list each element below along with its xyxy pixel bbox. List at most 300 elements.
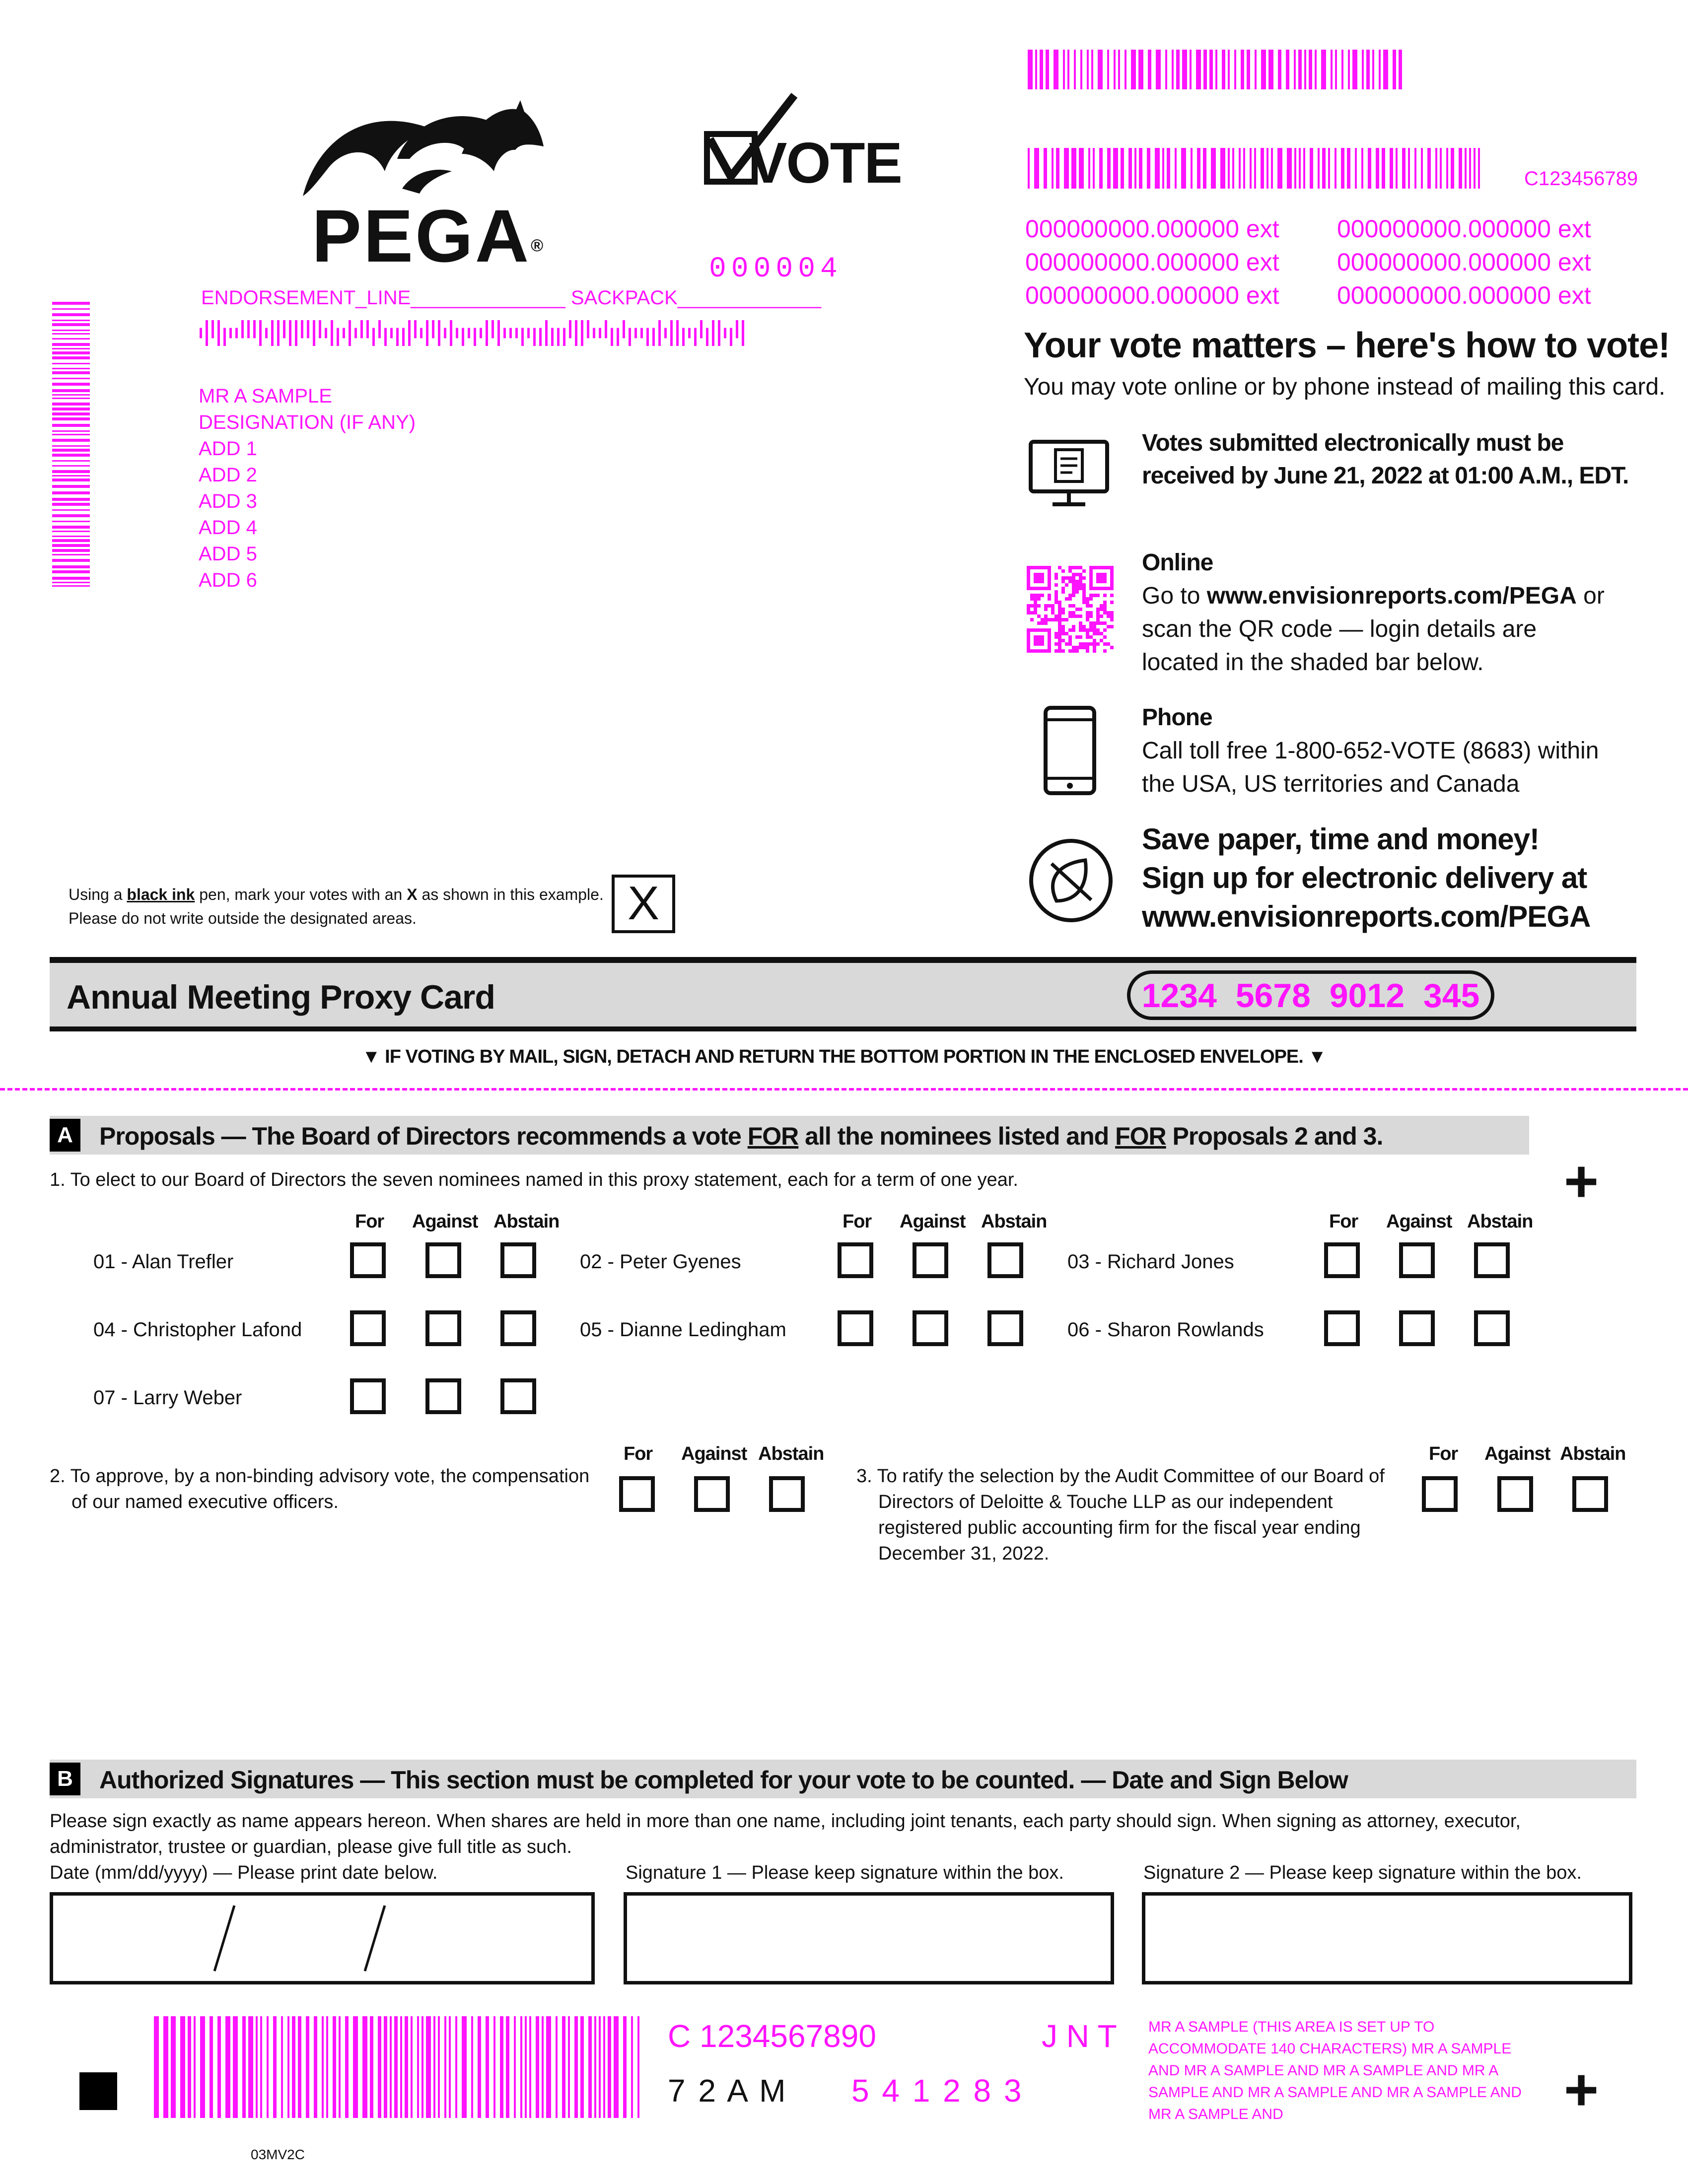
qr-module	[1072, 611, 1075, 614]
barcode-bar	[1034, 148, 1039, 189]
qr-module	[1079, 566, 1082, 569]
barcode-bar	[568, 2016, 570, 2118]
barcode-bar	[1318, 148, 1320, 189]
barcode-bar	[1299, 148, 1301, 189]
phone-line: Call toll free 1-800-652-VOTE (8683) within	[1142, 738, 1599, 764]
nominee-01-abstain-checkbox[interactable]	[500, 1242, 536, 1278]
qr-module	[1051, 608, 1055, 611]
qr-module	[1110, 580, 1114, 583]
barcode-bar	[1469, 148, 1471, 189]
barcode-bar	[433, 2016, 435, 2118]
barcode-bar	[542, 2016, 544, 2118]
barcode-bar	[1222, 50, 1225, 89]
barcode-bar	[471, 2016, 473, 2118]
barcode-bar	[514, 2016, 516, 2118]
qr-module	[1027, 639, 1030, 642]
qr-module	[1103, 649, 1107, 653]
col-header-abstain: Abstain	[1467, 1211, 1533, 1232]
qr-module	[1027, 587, 1030, 590]
section-a-for: FOR	[1115, 1122, 1166, 1150]
barcode-bar	[1446, 148, 1448, 189]
barcode-bar	[52, 544, 90, 547]
barcode-bar	[52, 330, 90, 331]
postal-bar	[331, 320, 333, 346]
qr-module	[1072, 594, 1075, 597]
qr-module	[1030, 618, 1034, 621]
ext-line: 000000000.000000 ext	[1337, 248, 1591, 276]
barcode-bar	[52, 582, 90, 583]
qr-module	[1058, 642, 1061, 646]
qr-module	[1034, 639, 1037, 642]
qr-module	[1027, 566, 1030, 569]
qr-module	[1027, 583, 1030, 587]
qr-module	[1041, 566, 1044, 569]
qr-module	[1110, 566, 1114, 569]
barcode-bar	[1215, 50, 1217, 89]
barcode-bar	[1088, 148, 1090, 189]
online-or: or	[1576, 583, 1605, 609]
signature-1-box[interactable]	[624, 1892, 1114, 1984]
qr-module	[1068, 604, 1072, 608]
qr-module	[1082, 587, 1086, 590]
qr-module	[1100, 604, 1103, 608]
computer-icon	[1027, 438, 1111, 510]
qr-module	[1034, 635, 1037, 639]
signature-2-box[interactable]	[1142, 1892, 1632, 1984]
qr-module	[1072, 625, 1075, 628]
qr-module	[1048, 580, 1051, 583]
qr-module	[1027, 608, 1030, 611]
barcode-bar	[417, 2016, 419, 2118]
postal-bar	[402, 328, 405, 346]
qr-module	[1082, 597, 1086, 601]
nominee-01-for-checkbox[interactable]	[350, 1242, 386, 1278]
postal-bar	[360, 320, 363, 338]
postal-bar	[259, 320, 262, 346]
qr-module	[1068, 576, 1072, 580]
nominee-03-for-checkbox[interactable]	[1324, 1242, 1360, 1278]
qr-module	[1058, 632, 1061, 635]
qr-module	[1096, 594, 1100, 597]
barcode-bar	[1396, 148, 1398, 189]
postal-bar	[337, 328, 339, 346]
barcode-bar	[52, 454, 90, 457]
qr-module	[1041, 649, 1044, 653]
qr-module	[1041, 628, 1044, 632]
qr-module	[1075, 649, 1079, 653]
postal-bar	[640, 328, 643, 339]
barcode-bar	[1147, 148, 1150, 189]
barcode-bar	[1139, 148, 1142, 189]
qr-module	[1107, 566, 1110, 569]
barcode-bar	[1228, 50, 1230, 89]
postal-bar	[617, 328, 619, 346]
postal-bar	[372, 328, 375, 346]
postal-bar	[593, 328, 595, 339]
barcode-bar	[1421, 148, 1423, 189]
qr-module	[1058, 608, 1061, 611]
barcode-bar	[52, 363, 90, 364]
barcode-bar	[486, 2016, 489, 2118]
qr-module	[1061, 632, 1065, 635]
qr-module	[1103, 635, 1107, 639]
proposal-3-text: registered public accounting firm for the fiscal year ending	[878, 1517, 1361, 1538]
postal-bar	[354, 328, 357, 339]
barcode-bar	[1427, 148, 1431, 189]
qr-module	[1041, 642, 1044, 646]
barcode-bar	[1203, 50, 1207, 89]
barcode-bar	[233, 2016, 238, 2118]
barcode-bar	[546, 2016, 551, 2118]
postal-bar	[503, 328, 506, 339]
barcode-bar	[1440, 148, 1442, 189]
barcode-bar	[52, 343, 90, 346]
qr-module	[1079, 614, 1082, 618]
qr-module	[1103, 566, 1107, 569]
qr-module	[1096, 580, 1100, 583]
qr-module	[1086, 642, 1089, 646]
qr-module	[1058, 604, 1061, 608]
postal-bar	[426, 320, 428, 346]
qr-module	[1055, 635, 1058, 639]
online-url[interactable]: www.envisionreports.com/PEGA	[1206, 583, 1577, 609]
qr-module	[1061, 569, 1065, 573]
qr-module	[1089, 614, 1093, 618]
qr-module	[1048, 628, 1051, 632]
barcode-bar	[306, 2016, 309, 2118]
ext-line: 000000000.000000 ext	[1025, 215, 1279, 243]
qr-module	[1044, 614, 1048, 618]
nominee-07-for-checkbox[interactable]	[350, 1378, 386, 1414]
proposal-3-against-checkbox[interactable]	[1497, 1476, 1533, 1512]
barcode-bar	[1054, 50, 1058, 89]
nominee-05-abstain-checkbox[interactable]	[987, 1310, 1023, 1346]
date-label: Date (mm/dd/yyyy) — Please print date below.	[50, 1862, 438, 1883]
barcode-bar	[608, 2016, 611, 2118]
qr-module	[1086, 604, 1089, 608]
postal-bar	[474, 328, 476, 346]
qr-module	[1100, 632, 1103, 635]
qr-module	[1061, 611, 1065, 614]
postal-bar	[539, 328, 542, 346]
instr-line2: Please do not write outside the designated areas.	[69, 909, 417, 927]
barcode-bar	[1247, 50, 1250, 89]
barcode-bar	[281, 2016, 283, 2118]
barcode-bar	[1309, 50, 1312, 89]
qr-module	[1082, 625, 1086, 628]
qr-module	[1072, 628, 1075, 632]
postal-bar	[724, 328, 726, 339]
card-header	[50, 957, 1636, 1031]
qr-module	[1058, 618, 1061, 621]
barcode-bar	[52, 449, 90, 452]
nominee-name: 02 - Peter Gyenes	[580, 1251, 741, 1273]
barcode-bar	[52, 398, 90, 399]
qr-module	[1068, 566, 1072, 569]
proposal-2-against-checkbox[interactable]	[694, 1476, 730, 1512]
footer-code-left: 7 2 A M	[668, 2073, 788, 2109]
qr-module	[1048, 632, 1051, 635]
qr-module	[1065, 597, 1068, 601]
qr-module	[1093, 632, 1096, 635]
barcode-bar	[267, 2016, 269, 2118]
qr-module	[1103, 580, 1107, 583]
col-header-for: For	[355, 1211, 384, 1232]
qr-module	[1093, 646, 1096, 649]
control-code: C123456789	[1524, 168, 1638, 190]
nominee-05-against-checkbox[interactable]	[913, 1310, 948, 1346]
barcode-bar	[1035, 50, 1037, 89]
postal-bar	[217, 320, 220, 346]
qr-module	[1072, 614, 1075, 618]
qr-module	[1030, 594, 1034, 597]
form-code: 03MV2C	[251, 2147, 305, 2162]
nominee-04-for-checkbox[interactable]	[350, 1310, 386, 1346]
nominee-02-for-checkbox[interactable]	[838, 1242, 873, 1278]
qr-module	[1051, 604, 1055, 608]
qr-module	[1093, 621, 1096, 625]
barcode-bar	[1091, 50, 1093, 89]
postal-bar	[247, 320, 250, 338]
qr-module	[1079, 635, 1082, 639]
footer-sample-text: MR A SAMPLE (THIS AREA IS SET UP TO ACCOMMODATE 140 CHARACTERS) MR A SAMPLE AND MR A SAMPLE AND MR A SAMPLE AND MR A SAMPLE AND MR A SAMPLE AND MR A SAMPLE AND MR A SAMPLE AND	[1148, 2019, 1522, 2122]
qr-module	[1082, 646, 1086, 649]
qr-module	[1034, 642, 1037, 646]
qr-module	[1103, 628, 1107, 632]
proposal-2-abstain-checkbox[interactable]	[769, 1476, 805, 1512]
barcode-bar	[1402, 148, 1406, 189]
footer-jnt: J N T	[1042, 2018, 1117, 2054]
nominee-05-for-checkbox[interactable]	[838, 1310, 873, 1346]
nominee-03-abstain-checkbox[interactable]	[1474, 1242, 1510, 1278]
nominee-01-against-checkbox[interactable]	[425, 1242, 461, 1278]
barcode-bar	[217, 2016, 221, 2118]
nominee-07-against-checkbox[interactable]	[425, 1378, 461, 1414]
instr-x: X	[407, 886, 418, 903]
qr-module	[1068, 597, 1072, 601]
barcode-bar	[1087, 50, 1089, 89]
qr-module	[1110, 583, 1114, 587]
barcode-bar	[411, 2016, 413, 2118]
qr-module	[1103, 594, 1107, 597]
qr-module	[1048, 573, 1051, 576]
nominee-name: 05 - Dianne Ledingham	[580, 1319, 786, 1341]
barcode-bar	[631, 2016, 633, 2118]
barcode-bar	[171, 2016, 176, 2118]
barcode-bar	[1254, 148, 1256, 189]
col-header-against: Against	[900, 1211, 966, 1232]
barcode-bar	[345, 2016, 349, 2118]
barcode-bar	[1114, 50, 1116, 89]
qr-module	[1061, 587, 1065, 590]
barcode-bar	[556, 2016, 558, 2118]
qr-module	[1048, 639, 1051, 642]
barcode-bar	[1328, 148, 1330, 189]
qr-module	[1058, 635, 1061, 639]
qr-module	[1055, 597, 1058, 601]
barcode-bar	[1298, 50, 1302, 89]
nominee-02-against-checkbox[interactable]	[913, 1242, 948, 1278]
qr-module	[1030, 628, 1034, 632]
qr-module	[1055, 583, 1058, 587]
barcode-bar	[52, 378, 90, 379]
date-input-box[interactable]	[50, 1892, 595, 1984]
postal-bar	[658, 320, 661, 346]
postal-bar	[468, 328, 470, 339]
barcode-bar	[493, 2016, 495, 2118]
qr-module	[1048, 576, 1051, 580]
nominee-06-against-checkbox[interactable]	[1399, 1310, 1435, 1346]
qr-module	[1072, 583, 1075, 587]
postal-bar	[396, 328, 399, 346]
qr-module	[1103, 576, 1107, 580]
pega-wordmark: PEGA	[312, 194, 531, 277]
nominee-04-against-checkbox[interactable]	[425, 1310, 461, 1346]
section-a-heading: all the nominees listed and	[798, 1122, 1116, 1150]
qr-module	[1103, 642, 1107, 646]
barcode-bar	[1261, 148, 1264, 189]
save-url[interactable]: www.envisionreports.com/PEGA	[1142, 900, 1591, 933]
qr-module	[1037, 604, 1041, 608]
qr-module	[1044, 587, 1048, 590]
footer-control: C 1234567890	[668, 2018, 876, 2054]
qr-module	[1034, 594, 1037, 597]
barcode-bar	[1155, 148, 1160, 189]
postal-bar	[587, 320, 589, 338]
qr-module	[1055, 590, 1058, 594]
barcode-bar	[52, 408, 90, 410]
proposal-3-abstain-checkbox[interactable]	[1572, 1476, 1608, 1512]
col-header-for: For	[843, 1211, 872, 1232]
qr-module	[1027, 569, 1030, 573]
qr-module	[1079, 621, 1082, 625]
qr-module	[1082, 628, 1086, 632]
qr-module	[1034, 576, 1037, 580]
postal-bar	[581, 320, 583, 346]
barcode-bar	[52, 503, 90, 506]
postal-bar	[521, 328, 524, 346]
barcode-bar	[298, 2016, 301, 2118]
barcode-bar	[52, 485, 90, 488]
vertical-barcode	[52, 302, 90, 587]
barcode-bar	[1303, 148, 1305, 189]
plus-mark: +	[1564, 1148, 1599, 1215]
postal-bar	[480, 328, 482, 339]
barcode-bar	[273, 2016, 277, 2118]
qr-module	[1096, 632, 1100, 635]
qr-module	[1086, 632, 1089, 635]
sequence-number: 000004	[709, 253, 843, 285]
barcode-bar	[163, 2016, 168, 2118]
nominee-02-abstain-checkbox[interactable]	[987, 1242, 1023, 1278]
barcode-bar	[1113, 148, 1118, 189]
proposal-3-for-checkbox[interactable]	[1422, 1476, 1458, 1512]
qr-module	[1086, 646, 1089, 649]
ext-line: 000000000.000000 ext	[1337, 215, 1591, 243]
barcode-bar	[1241, 50, 1244, 89]
registered-mark: ®	[531, 236, 546, 255]
barcode-bar	[1182, 50, 1187, 89]
qr-module	[1037, 580, 1041, 583]
qr-module	[1058, 566, 1061, 569]
proposal-3-text: Directors of Deloitte & Touche LLP as our independent	[878, 1492, 1333, 1512]
qr-module	[1089, 566, 1093, 569]
barcode-bar	[52, 531, 90, 532]
qr-module	[1061, 625, 1065, 628]
qr-module	[1072, 649, 1075, 653]
sig2-label: Signature 2 — Please keep signature within the box.	[1143, 1862, 1582, 1883]
qr-module	[1089, 573, 1093, 576]
nominee-03-against-checkbox[interactable]	[1399, 1242, 1435, 1278]
barcode-bar	[52, 383, 90, 386]
qr-module	[1089, 604, 1093, 608]
nominee-06-for-checkbox[interactable]	[1324, 1310, 1360, 1346]
barcode-bar	[1080, 50, 1082, 89]
qr-module	[1068, 580, 1072, 583]
nominee-04-abstain-checkbox[interactable]	[500, 1310, 536, 1346]
postal-bar	[295, 320, 297, 346]
barcode-bar	[1341, 50, 1343, 89]
barcode-bar	[462, 2016, 467, 2118]
qr-module	[1096, 608, 1100, 611]
postal-bar	[706, 328, 708, 346]
barcode-bar	[52, 559, 90, 562]
barcode-bar	[1099, 148, 1103, 189]
nominee-06-abstain-checkbox[interactable]	[1474, 1310, 1510, 1346]
postal-bar	[646, 328, 649, 346]
qr-module	[1103, 608, 1107, 611]
qr-module	[1107, 642, 1110, 646]
barcode-bar	[1098, 50, 1103, 89]
qr-module	[1079, 576, 1082, 580]
qr-module	[1037, 639, 1041, 642]
barcode-bar	[588, 2016, 592, 2118]
col-header-for: For	[1429, 1443, 1458, 1464]
barcode-bar	[1128, 148, 1132, 189]
qr-module	[1096, 642, 1100, 646]
qr-module	[1096, 618, 1100, 621]
qr-module	[1086, 614, 1089, 618]
qr-module	[1110, 625, 1114, 628]
qr-module	[1068, 642, 1072, 646]
barcode-bar	[1393, 50, 1396, 89]
barcode-bar	[1255, 50, 1257, 89]
how-to-vote-headline: Your vote matters – here's how to vote!	[1024, 326, 1670, 365]
qr-module	[1051, 618, 1055, 621]
proposal-1: 1. To elect to our Board of Directors the seven nominees named in this proxy statement, each for a term of one year.	[50, 1169, 1018, 1190]
proposal-2-for-checkbox[interactable]	[619, 1476, 655, 1512]
no-paper-leaf-icon	[1027, 836, 1115, 925]
section-a-heading: Proposals 2 and 3.	[1166, 1122, 1383, 1150]
barcode-bar	[1121, 148, 1124, 189]
qr-module	[1096, 566, 1100, 569]
qr-module	[1055, 573, 1058, 576]
qr-module	[1093, 639, 1096, 642]
qr-module	[1044, 604, 1048, 608]
postal-bar	[229, 328, 232, 339]
postal-bar	[301, 320, 303, 338]
barcode-bar	[1379, 50, 1381, 89]
postal-bar	[265, 328, 268, 339]
ext-line: 000000000.000000 ext	[1337, 281, 1591, 309]
nominee-07-abstain-checkbox[interactable]	[500, 1378, 536, 1414]
qr-module	[1044, 628, 1048, 632]
qr-module	[1065, 642, 1068, 646]
qr-module	[1027, 646, 1030, 649]
barcode-bar	[1232, 148, 1234, 189]
barcode-bar	[52, 313, 90, 316]
qr-module	[1068, 569, 1072, 573]
